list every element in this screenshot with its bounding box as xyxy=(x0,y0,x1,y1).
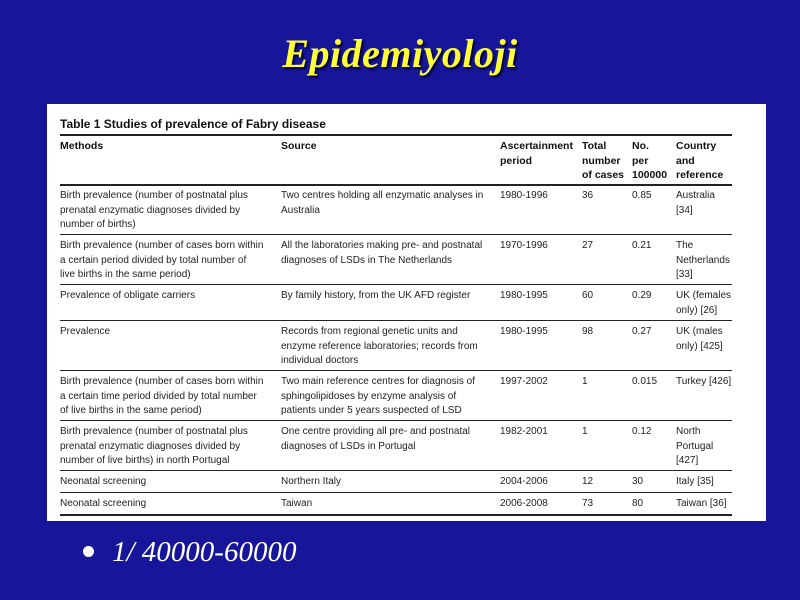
cell-source: Taiwan xyxy=(281,498,313,509)
row-divider xyxy=(60,284,732,285)
cell-source: By family history, from the UK AFD register xyxy=(281,290,471,301)
cell-cases: 1 xyxy=(582,376,588,387)
cell-per: 0.21 xyxy=(632,240,652,251)
cell-methods: Birth prevalence (number of cases born within a certain period divided by total number of live births in the same period) xyxy=(60,240,264,280)
cell-country: Australia [34] xyxy=(676,190,715,216)
cell-cases: 27 xyxy=(582,240,594,251)
header-period: Ascertainment period xyxy=(500,140,573,167)
header-source: Source xyxy=(281,140,317,152)
cell-period: 1997-2002 xyxy=(500,376,548,387)
row-divider xyxy=(60,370,732,371)
bullet-icon xyxy=(83,546,94,557)
cell-period: 1980-1995 xyxy=(500,290,548,301)
cell-cases: 12 xyxy=(582,476,594,487)
cell-methods: Birth prevalence (number of postnatal plus prenatal enzymatic diagnoses divided by number of births) xyxy=(60,190,248,230)
cell-per: 30 xyxy=(632,476,644,487)
cell-period: 1980-1995 xyxy=(500,326,548,337)
cell-source: Northern Italy xyxy=(281,476,342,487)
cell-country: UK (males only) [425] xyxy=(676,326,723,352)
cell-methods: Neonatal screening xyxy=(60,498,147,509)
cell-cases: 98 xyxy=(582,326,594,337)
cell-country: UK (females only) [26] xyxy=(676,290,732,316)
cell-per: 0.015 xyxy=(632,376,658,387)
cell-cases: 36 xyxy=(582,190,594,201)
cell-methods: Neonatal screening xyxy=(60,476,147,487)
cell-per: 0.85 xyxy=(632,190,652,201)
slide-title: Epidemiyoloji xyxy=(282,31,518,76)
header-per: No. per 100000 xyxy=(632,140,668,181)
header-methods: Methods xyxy=(60,140,104,152)
cell-cases: 1 xyxy=(582,426,588,437)
table-caption: Table 1 Studies of prevalence of Fabry disease xyxy=(60,117,326,131)
cell-source: Two main reference centres for diagnosis of sphingolipidoses by enzyme analysis of patients under 5 years suspected of LSD xyxy=(281,376,475,416)
fabry-prevalence-table xyxy=(47,104,766,521)
cell-period: 2004-2006 xyxy=(500,476,548,487)
cell-period: 2006-2008 xyxy=(500,498,548,509)
cell-period: 1982-2001 xyxy=(500,426,548,437)
bullet-text: 1/ 40000-60000 xyxy=(112,536,297,568)
cell-period: 1970-1996 xyxy=(500,240,548,251)
cell-methods: Birth prevalence (number of cases born within a certain time period divided by total number of live births in the same period) xyxy=(60,376,264,416)
row-divider xyxy=(60,420,732,421)
cell-period: 1980-1996 xyxy=(500,190,548,201)
row-divider xyxy=(60,234,732,235)
row-divider xyxy=(60,470,732,471)
cell-country: Taiwan [36] xyxy=(676,498,727,509)
cell-per: 0.12 xyxy=(632,426,652,437)
row-divider xyxy=(60,492,732,493)
cell-per: 0.29 xyxy=(632,290,652,301)
cell-country: Turkey [426] xyxy=(676,376,732,387)
cell-methods: Prevalence of obligate carriers xyxy=(60,290,196,301)
cell-country: Italy [35] xyxy=(676,476,714,487)
cell-cases: 60 xyxy=(582,290,594,301)
table-top-rule xyxy=(60,134,732,136)
cell-country: The Netherlands [33] xyxy=(676,240,730,280)
header-cases: Total number of cases xyxy=(582,140,625,181)
table-header-rule xyxy=(60,184,732,186)
cell-country: North Portugal [427] xyxy=(676,426,714,466)
cell-methods: Prevalence xyxy=(60,326,111,337)
table-bottom-rule xyxy=(60,514,732,516)
cell-source: Two centres holding all enzymatic analyses in Australia xyxy=(281,190,484,216)
cell-per: 0.27 xyxy=(632,326,652,337)
header-country: Country and reference xyxy=(676,140,724,181)
cell-methods: Birth prevalence (number of postnatal plus prenatal enzymatic diagnoses divided by number of live births) in north Portugal xyxy=(60,426,248,466)
cell-source: Records from regional genetic units and enzyme reference laboratories; records from individual doctors xyxy=(281,326,478,366)
cell-cases: 73 xyxy=(582,498,594,509)
cell-source: All the laboratories making pre- and postnatal diagnoses of LSDs in The Netherlands xyxy=(281,240,483,266)
row-divider xyxy=(60,320,732,321)
cell-source: One centre providing all pre- and postnatal diagnoses of LSDs in Portugal xyxy=(281,426,471,452)
cell-per: 80 xyxy=(632,498,644,509)
